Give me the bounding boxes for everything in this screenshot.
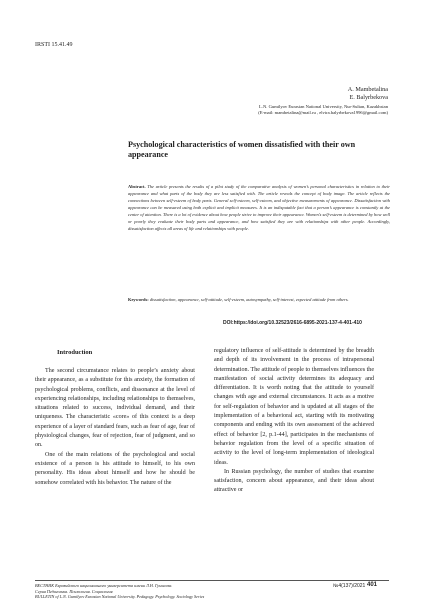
page-number: 401: [367, 582, 378, 588]
body-column-right: [214, 347, 374, 496]
paragraph: In Russian psychology, the number of studies that examine satisfaction, concern about appearance, and their ideas about attractive or: [214, 468, 374, 494]
footer-issue: №4(137)/2021: [333, 583, 366, 589]
footer-journal-ru: ВЕСТНИК Евразийского национального университета имени Л.Н. Гумилева.: [35, 583, 173, 588]
doi-link[interactable]: https://doi.org/10.32523/2616-6895-2021-137-4-401-410: [233, 320, 362, 326]
irsti-code: IRSTI 15.41.49: [35, 42, 73, 48]
keywords-text: dissatisfaction, appearance, self-attitude, self-esteem, autosympathy, self-interest, expected attitude from others.: [149, 297, 349, 302]
keywords-label: Keywords:: [128, 297, 149, 302]
section-heading-introduction: Introduction: [57, 349, 93, 356]
author-name: E. Balyrbekova: [349, 94, 388, 102]
article-title: Psychological characteristics of women dissatisfied with their own appearance: [128, 140, 356, 160]
abstract-text: The article presents the results of a pilot study of the comparative analysis of women’s personal characteristics in relation to their appearance and what parts of the body they are less satisfied with. The article reveals the concept of body image. The article reflects the connections between self-esteem of body parts. General self-esteem, self-esteem, and objective measurements of appearance. Dissatisfaction with appearance can be measured using both explicit and implicit measures. It is an indisputable fact that a person’s appearance is constantly at the center of attention. There is a lot of evidence about how people strive to improve their appearance. Women’s self-esteem is determined by how well or poorly they evaluate their body parts and appearance, and how satisfied they are with relationships with other people. Accordingly, dissatisfaction affects all areas of life and relationships with people.: [128, 184, 391, 232]
affiliation: [108, 104, 388, 116]
keywords: [128, 296, 390, 303]
abstract-label: Abstract.: [128, 184, 146, 189]
doi: [223, 320, 362, 326]
author-list: [348, 86, 388, 102]
paragraph: The second circumstance relates to people’s anxiety about their appearance, as a substitute for this anxiety, the formation of psychological problems, conflicts, and dissonance at the level of experiencing relationships, including relationships to themselves, situations related to success, individual demand, and their uniqueness. The characteristic «core» of this context is a deep experience of a layer of standard fears, such as fear of age, fear of physiological changes, fear of rejection, fear of judgment, and so on.: [35, 368, 195, 449]
footer-journal-en: BULLETIN of L.N. Gumilyov Eurasian National University. Pedagogy. Psychology. Sociology Series: [35, 594, 205, 600]
author-name: A. Mambetalina: [347, 86, 388, 93]
doi-label: DOI:: [223, 320, 234, 326]
affiliation-email[interactable]: (E-mail: mambetalina@mail.ru , elvira.balyrbekova1996@gmail.com): [258, 110, 388, 116]
footer-divider: [35, 580, 389, 581]
body-column-left: [35, 367, 195, 488]
affiliation-institution: L.N. Gumilyov Eurasian National University, Nur-Sultan, Kazakhstan: [259, 104, 388, 109]
footer-journal-series-ru: Серия Педагогика. Психология. Социология: [35, 588, 113, 594]
footer-journal: [35, 583, 285, 600]
abstract: [128, 183, 390, 232]
paragraph: regulatory influence of self-attitude is determined by the breadth and depth of its involvement in the process of intrapersonal determination. The attitude of people to themselves influences the manifestation of social activity determines its adequacy and differentiation. It is worth noting that the attitude to yourself changes with age and external circumstances. It acts as a motive for self-regulation of behavior and is updated at all stages of the implementation of a behavioral act, starting with its motivating components and ending with its own assessment of the achieved effect of behavior [2, p.1-44], participates in the mechanisms of behavior regulation from the level of a specific situation of activity to the level of long-term implementation of ideological ideas.: [214, 348, 374, 466]
paragraph: One of the main relations of the psychological and social existence of a person is his attitude to himself, to his own personality. His ideas about himself and how he should be somehow correlated with his behavior. The nature of the: [35, 451, 195, 486]
